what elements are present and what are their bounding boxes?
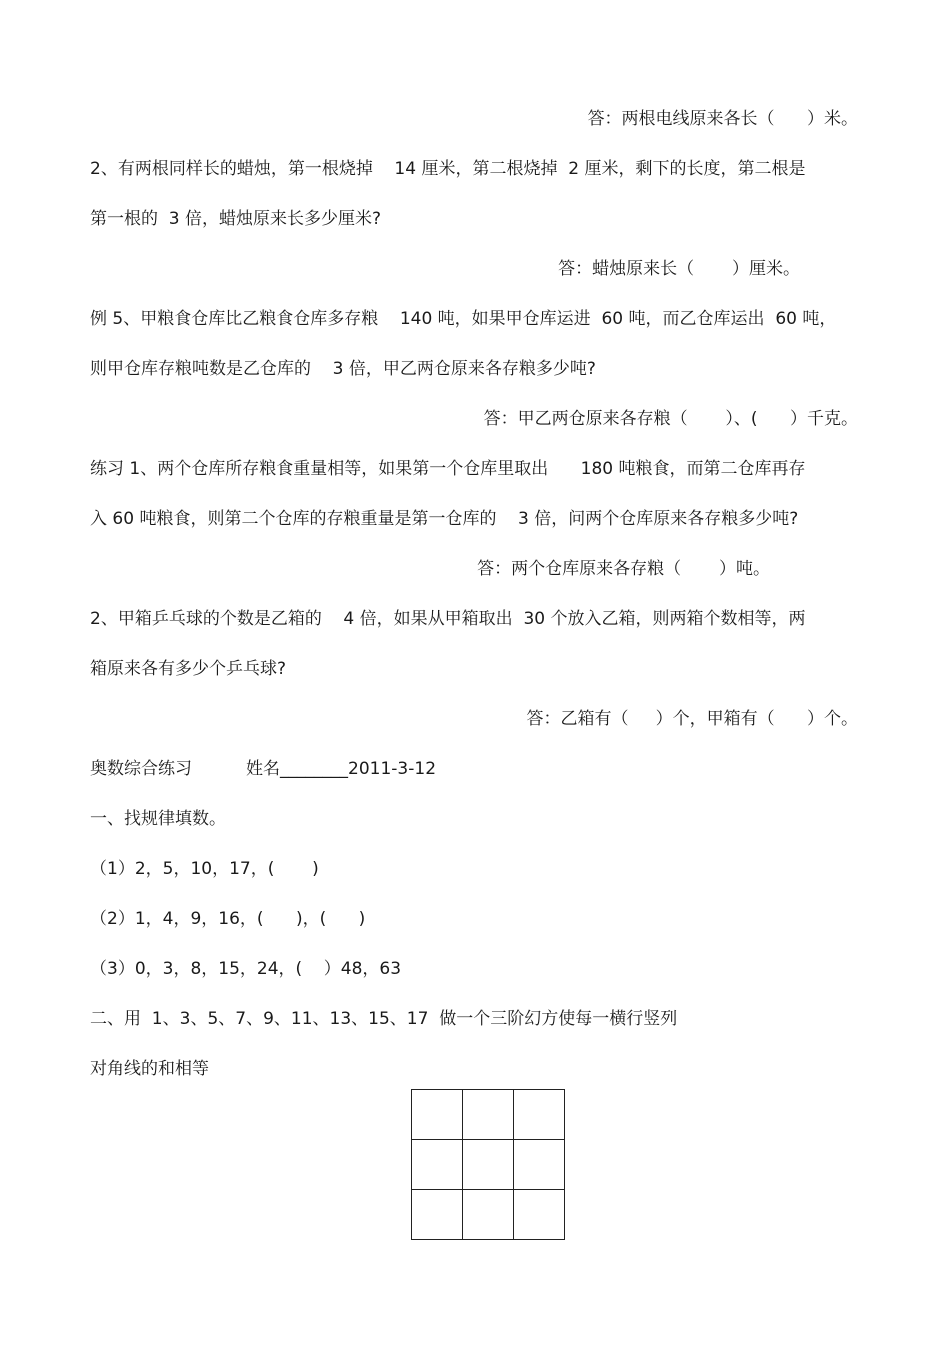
answer-practice1: 答：两个仓库原来各存粮（ ）吨。 — [477, 559, 770, 579]
worksheet-header: 奥数综合练习 姓名________2011-3-12 — [90, 759, 437, 779]
magic-square-cell[interactable] — [412, 1090, 463, 1140]
magic-square-grid — [411, 1089, 565, 1240]
magic-square-cell[interactable] — [514, 1140, 565, 1190]
sequence-2: （2）1，4，9，16，( )，( ) — [90, 909, 366, 929]
problem-candle-line2: 第一根的 3 倍，蜡烛原来长多少厘米? — [90, 209, 382, 229]
magic-square-cell[interactable] — [463, 1090, 514, 1140]
magic-square-cell[interactable] — [514, 1090, 565, 1140]
problem-candle-line1: 2、有两根同样长的蜡烛，第一根烧掉 14 厘米，第二根烧掉 2 厘米，剩下的长度，第二根是 — [90, 159, 806, 179]
practice2-line2: 箱原来各有多少个乒乓球? — [90, 659, 287, 679]
answer-candle-length: 答：蜡烛原来长（ ）厘米。 — [558, 259, 800, 279]
answer-wire-length: 答：两根电线原来各长（ ）米。 — [587, 109, 858, 129]
practice1-line1: 练习 1、两个仓库所存粮食重量相等，如果第一个仓库里取出 180 吨粮食，而第二仓库再存 — [90, 459, 806, 479]
answer-example5: 答：甲乙两仓原来各存粮（ ）、( ）千克。 — [483, 409, 858, 429]
section2-title-line1: 二、用 1、3、5、7、9、11、13、15、17 做一个三阶幻方使每一横行竖列 — [90, 1009, 678, 1029]
magic-square-cell[interactable] — [514, 1190, 565, 1240]
answer-practice2: 答：乙箱有（ ）个，甲箱有（ ）个。 — [526, 709, 858, 729]
section1-title: 一、找规律填数。 — [90, 809, 226, 829]
example5-line2: 则甲仓库存粮吨数是乙仓库的 3 倍，甲乙两仓原来各存粮多少吨? — [90, 359, 596, 379]
sequence-1: （1）2，5，10，17，( ) — [90, 859, 319, 879]
sequence-3: （3）0，3，8，15，24，( ）48，63 — [90, 959, 402, 979]
practice1-line2: 入 60 吨粮食，则第二个仓库的存粮重量是第一仓库的 3 倍，问两个仓库原来各存粮多少吨? — [90, 509, 799, 529]
magic-square-cell[interactable] — [412, 1140, 463, 1190]
section2-title-line2: 对角线的和相等 — [90, 1059, 209, 1079]
magic-square-cell[interactable] — [463, 1190, 514, 1240]
example5-line1: 例 5、甲粮食仓库比乙粮食仓库多存粮 140 吨，如果甲仓库运进 60 吨，而乙仓库运出 60 吨， — [90, 309, 837, 329]
magic-square-cell[interactable] — [463, 1140, 514, 1190]
magic-square-cell[interactable] — [412, 1190, 463, 1240]
practice2-line1: 2、甲箱乒乓球的个数是乙箱的 4 倍，如果从甲箱取出 30 个放入乙箱，则两箱个数相等，两 — [90, 609, 806, 629]
